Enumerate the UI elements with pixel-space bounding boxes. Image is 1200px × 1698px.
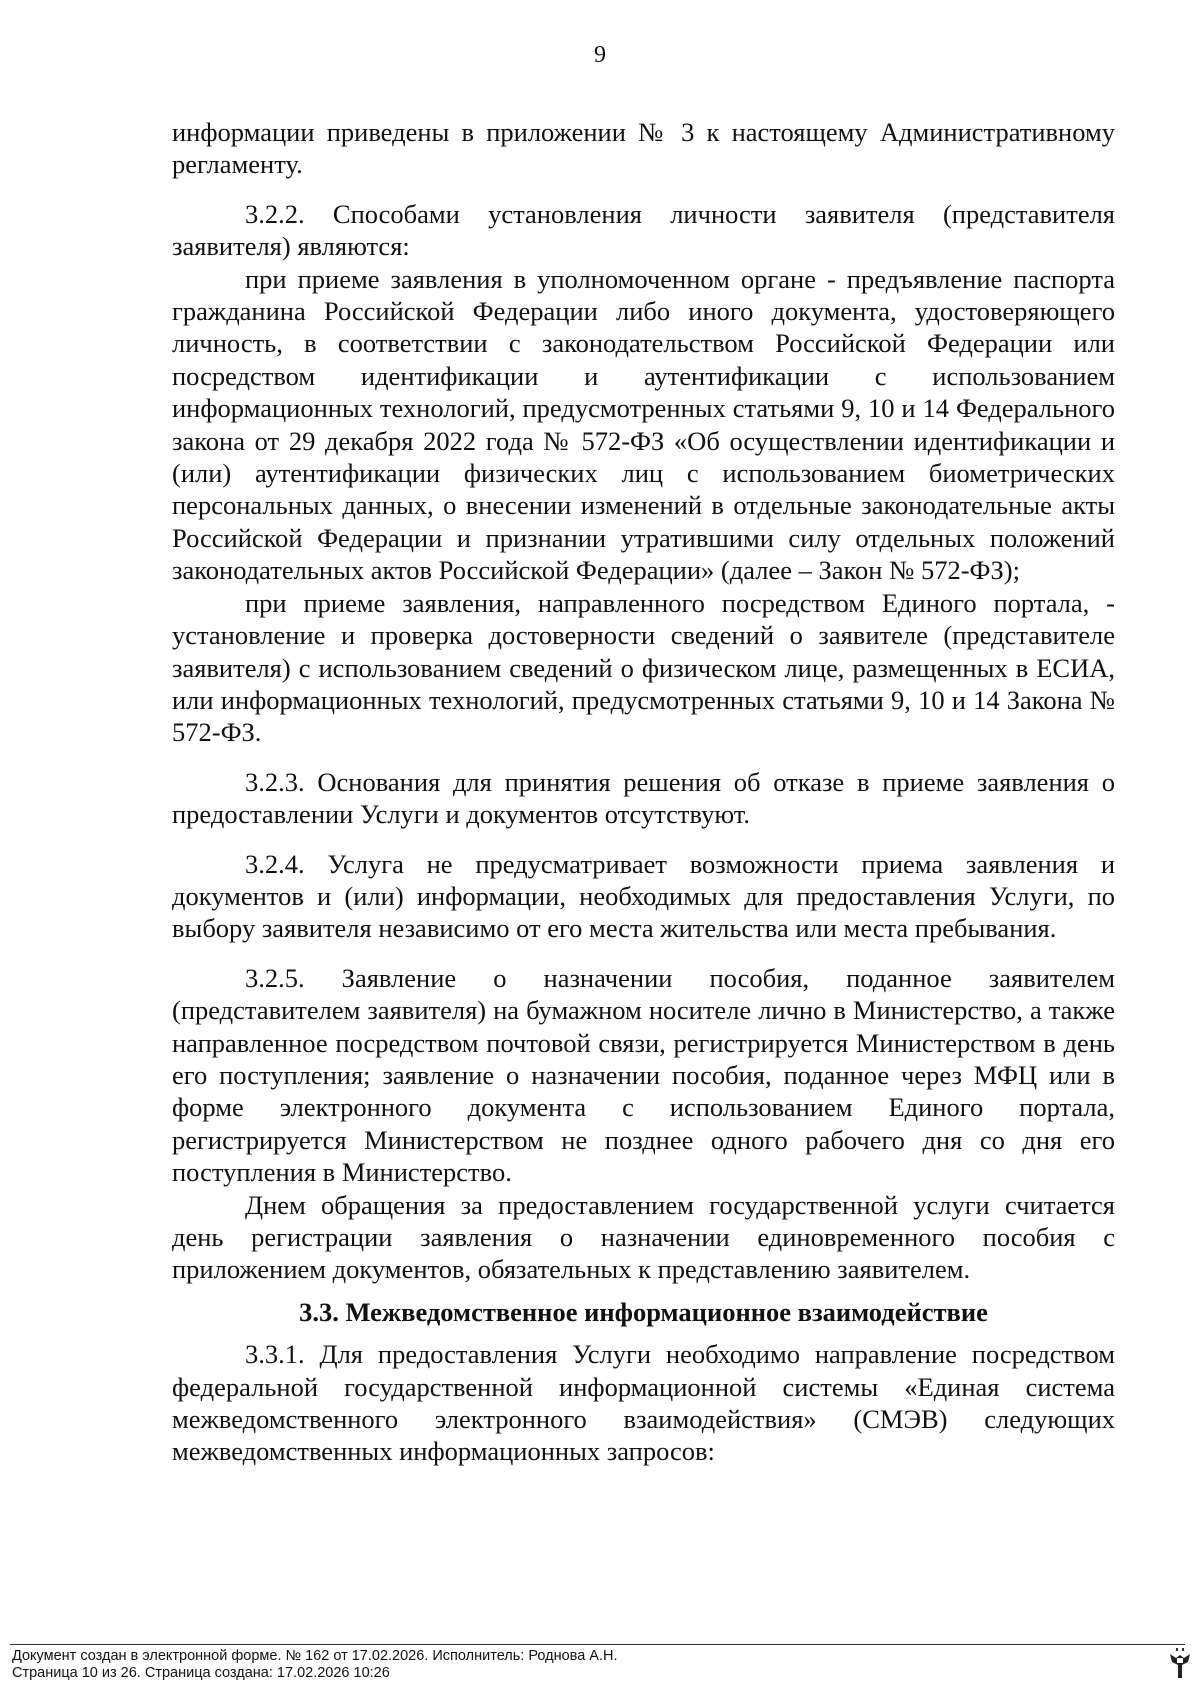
- footer-line-page-info: Страница 10 из 26. Страница создана: 17.02.2026 10:26: [12, 1665, 390, 1681]
- footer-divider: [10, 1644, 1185, 1645]
- paragraph-identification-in-person: при приеме заявления в уполномоченном органе - предъявление паспорта гражданина Российской Федерации либо иного документа, удостоверяющего личность, в соответствии с законодательством Российской Федерации или посредством идентификации и аутентификации с использованием информационных технологий, предусмотренных статьями 9, 10 и 14 Федерального закона от 29 декабря 2022 года № 572-ФЗ «Об осуществлении идентификации и (или) аутентификации физических лиц с использованием биометрических персональных данных, о внесении изменений в отдельные законодательные акты Российской Федерации и признании утратившими силу отдельных положений законодательных актов Российской Федерации» (далее – Закон № 572-ФЗ);: [172, 263, 1115, 586]
- section-heading-3-3: 3.3. Межведомственное информационное взаимодействие: [299, 1296, 988, 1327]
- coat-of-arms-icon: [1168, 1647, 1192, 1681]
- paragraph-3-2-4: 3.2.4. Услуга не предусматривает возможности приема заявления и документов и (или) информации, необходимых для предоставления Услуги, по выбору заявителя независимо от его места жительства или места пребывания.: [172, 848, 1115, 944]
- paragraph-identification-portal: при приеме заявления, направленного посредством Единого портала, - установление и проверка достоверности сведений о заявителе (представителе заявителя) с использованием сведений о физическом лице, размещенных в ЕСИА, или информационных технологий, предусмотренных статьями 9, 10 и 14 Закона № 572-ФЗ.: [172, 587, 1115, 748]
- footer-line-document-info: Документ создан в электронной форме. № 162 от 17.02.2026. Исполнитель: Роднова А.Н.: [12, 1648, 618, 1664]
- document-footer: [12, 1648, 618, 1682]
- paragraph-application-day: Днем обращения за предоставлением государственной услуги считается день регистрации заявления о назначении единовременного пособия с приложением документов, обязательных к представлению заявителем.: [172, 1189, 1115, 1285]
- document-body: [172, 116, 1115, 1468]
- paragraph-3-2-5: 3.2.5. Заявление о назначении пособия, поданное заявителем (представителем заявителя) на бумажном носителе лично в Министерство, а также направленное посредством почтовой связи, регистрируется Министерством в день его поступления; заявление о назначении пособия, поданное через МФЦ или в форме электронного документа с использованием Единого портала, регистрируется Министерством не позднее одного рабочего дня со дня его поступления в Министерство.: [172, 962, 1115, 1188]
- paragraph-3-3-1: 3.3.1. Для предоставления Услуги необходимо направление посредством федеральной государственной информационной системы «Единая система межведомственного электронного взаимодействия» (СМЭВ) следующих межведомственных информационных запросов:: [172, 1339, 1115, 1467]
- paragraph-continuation: информации приведены в приложении № 3 к настоящему Административному регламенту.: [172, 117, 1115, 180]
- page-number: 9: [594, 42, 606, 68]
- paragraph-3-2-2: 3.2.2. Способами установления личности заявителя (представителя заявителя) являются:: [172, 198, 1115, 262]
- paragraph-3-2-3: 3.2.3. Основания для принятия решения об отказе в приеме заявления о предоставлении Услуги и документов отсутствуют.: [172, 766, 1115, 830]
